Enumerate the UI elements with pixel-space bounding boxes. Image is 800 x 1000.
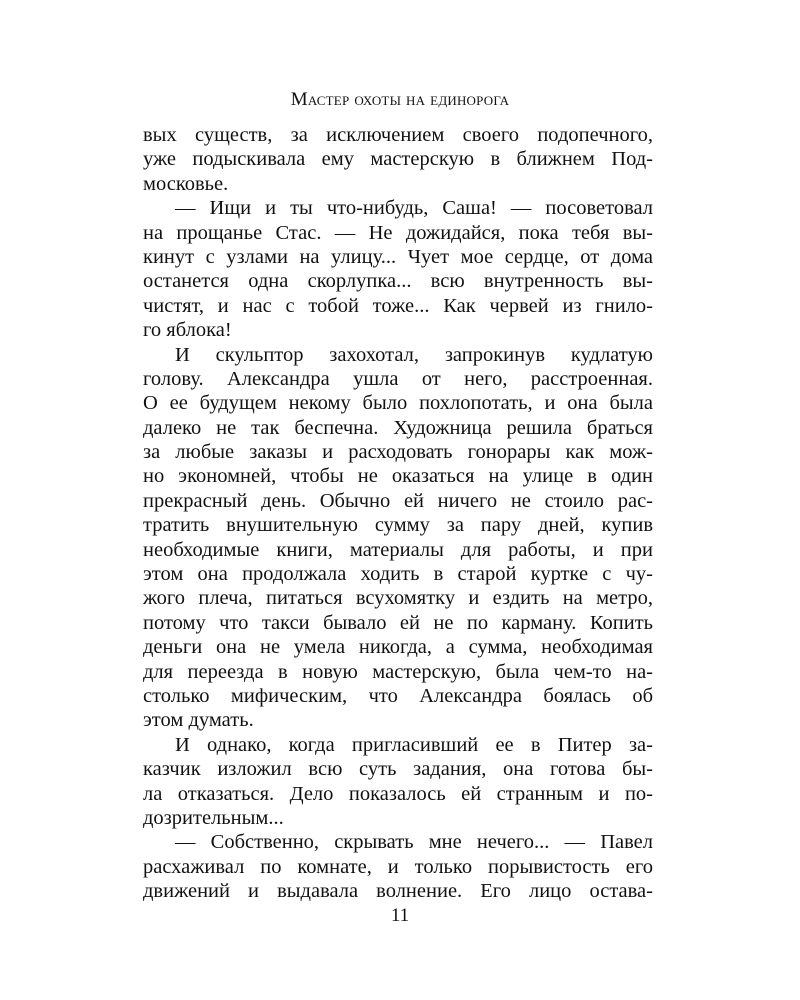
text-line: уже подыскивала ему мастерскую в ближнем Под- [143, 148, 653, 171]
text-line: московье. [143, 172, 229, 195]
text-line: ла отказаться. Дело показалось ей странным и по- [143, 782, 653, 805]
text-line: тратить внушительную сумму за пару дней, купив [143, 514, 653, 537]
text-line: голову. Александра ушла от него, расстроенная. [143, 367, 653, 390]
body-text [143, 123, 653, 904]
text-line: казчик изложил всю суть задания, она готова бы- [143, 758, 653, 781]
text-line: деньги она не умела никогда, а сумма, необходимая [143, 636, 653, 659]
text-line: этом она продолжала ходить в старой куртке с чу- [143, 563, 653, 586]
text-line: О ее будущем некому было похлопотать, и она была [143, 392, 653, 415]
text-line: но экономней, чтобы не оказаться на улице в один [143, 465, 653, 488]
text-line: И однако, когда пригласивший ее в Питер за- [175, 733, 653, 756]
text-line: этом думать. [143, 709, 254, 732]
text-line: прекрасный день. Обычно ей ничего не стоило рас- [143, 489, 653, 512]
text-line: на прощанье Стас. — Не дожидайся, пока тебя вы- [143, 221, 653, 244]
page-number: 11 [390, 905, 410, 926]
text-line: вых существ, за исключением своего подопечного, [143, 124, 653, 146]
text-line: движений и выдавала волнение. Его лицо остава- [143, 880, 653, 903]
text-line: — Ищи и ты что-нибудь, Саша! — посоветовал [175, 197, 653, 220]
text-line: го яблока! [143, 319, 232, 342]
text-line: дозрительным... [143, 806, 284, 829]
text-line: кинут с узлами на улицу... Чует мое сердце, от дома [143, 245, 653, 268]
text-line: для переезда в новую мастерскую, была чем-то на- [143, 660, 653, 683]
text-line: останется одна скорлупка... всю внутренность вы- [143, 270, 653, 293]
text-line: — Собственно, скрывать мне нечего... — Павел [175, 831, 653, 854]
text-line: за любые заказы и расходовать гонорары как мож- [143, 441, 653, 464]
text-line: жого плеча, питаться всухомятку и ездить на метро, [143, 587, 653, 610]
text-line: далеко не так беспечна. Художница решила браться [143, 416, 653, 439]
text-line: необходимые книги, материалы для работы, и при [143, 538, 653, 561]
text-line: потому что такси бывало ей не по карману. Копить [143, 611, 653, 634]
text-line: столько мифическим, что Александра боялась об [143, 684, 653, 707]
text-line: расхаживал по комнате, и только порывистость его [143, 855, 653, 878]
running-head: Мастер охоты на единорога [290, 89, 510, 110]
text-line: И скульптор захохотал, запрокинув кудлатую [175, 343, 653, 366]
text-line: чистят, и нас с тобой тоже... Как червей из гнило- [143, 294, 653, 317]
